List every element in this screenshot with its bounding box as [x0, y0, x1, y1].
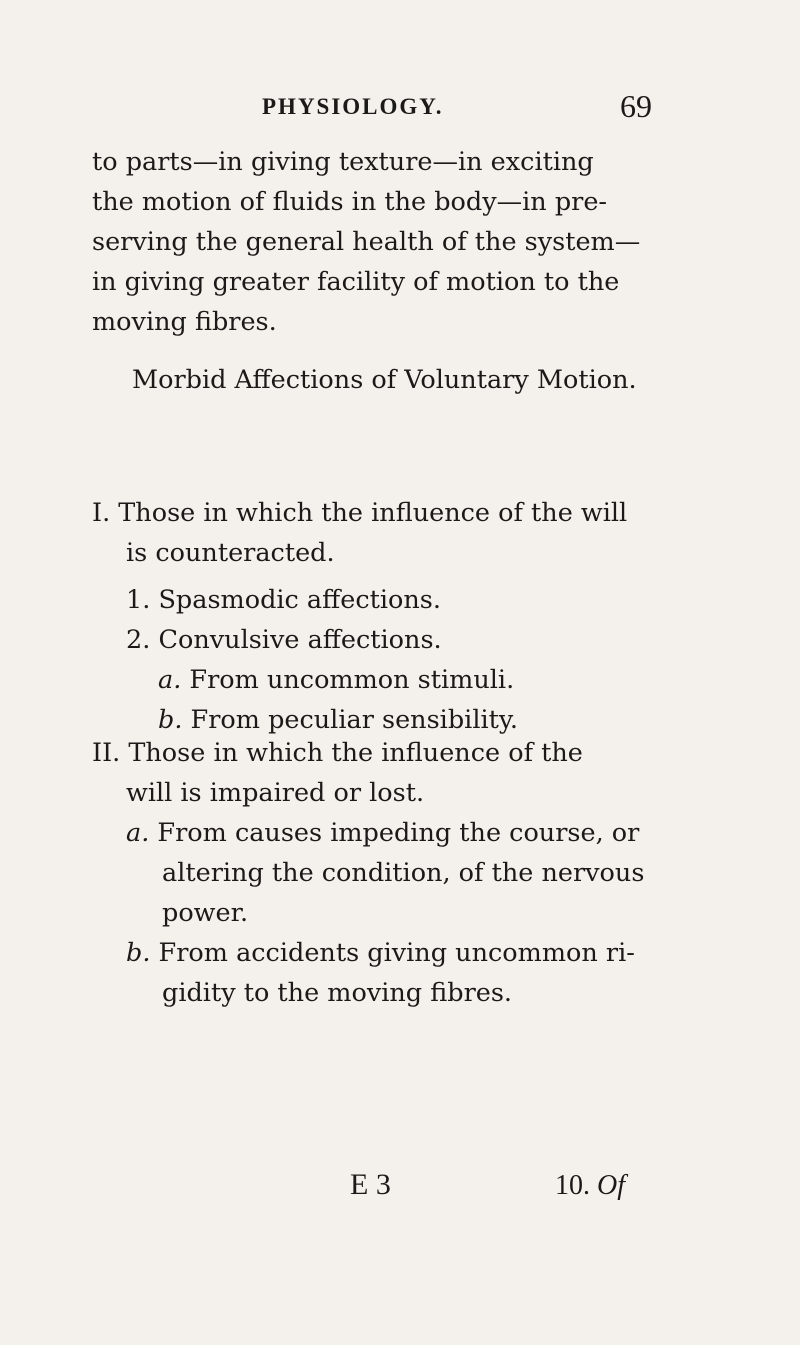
item-number: 1. — [126, 585, 151, 615]
text-line: serving the general health of the system— — [92, 227, 641, 257]
list-subitem — [158, 660, 518, 700]
text-line: the motion of fluids in the body—in pre- — [92, 187, 608, 217]
catchword-number: 10. — [555, 1170, 590, 1201]
catchword — [555, 1170, 625, 1202]
text-line: moving fibres. — [92, 307, 277, 337]
section-heading: Morbid Affections of Voluntary Motion. — [132, 365, 637, 395]
section-two-subitems — [126, 813, 644, 1013]
intro-paragraph — [92, 142, 640, 342]
page-number: 69 — [620, 88, 652, 124]
page-footer — [0, 1168, 800, 1212]
item-number: 2. — [126, 625, 151, 655]
text-line: to parts—in giving texture—in exciting — [92, 147, 594, 177]
subitem-label: a. — [158, 665, 182, 695]
item-text: Convulsive affections. — [158, 625, 442, 655]
subitem-text: From peculiar sensibility. — [190, 705, 519, 735]
subitem-label: a. — [126, 818, 150, 848]
subitem-text: gidity to the moving fibres. — [162, 978, 513, 1008]
section-one-first-line — [92, 493, 627, 533]
section-two-numeral: II. — [92, 738, 121, 768]
subitem-text: From uncommon stimuli. — [189, 665, 515, 695]
subitem-text: From accidents giving uncommon ri- — [158, 938, 635, 968]
page-header — [0, 88, 800, 128]
section-one-numeral: I. — [92, 498, 111, 528]
subitem-text: From causes impeding the course, or — [157, 818, 640, 848]
list-item — [126, 580, 442, 620]
text-line: will is impaired or lost. — [126, 778, 425, 808]
subitem-text: altering the condition, of the nervous — [162, 858, 645, 888]
section-one-items — [126, 580, 442, 660]
section-two — [92, 733, 583, 813]
running-head: PHYSIOLOGY. — [262, 94, 444, 119]
text-line: Those in which the influence of the will — [118, 498, 628, 528]
section-one-subitems — [158, 660, 518, 740]
section-one — [92, 493, 627, 573]
subitem-label: b. — [126, 938, 151, 968]
item-text: Spasmodic affections. — [158, 585, 441, 615]
section-two-first-line — [92, 733, 583, 773]
list-item — [126, 620, 442, 660]
text-line: is counteracted. — [126, 538, 335, 568]
subitem-text: power. — [162, 898, 249, 928]
text-line: in giving greater facility of motion to the — [92, 267, 620, 297]
list-subitem — [126, 933, 644, 973]
catchword-word: Of — [597, 1170, 625, 1201]
subitem-label: b. — [158, 705, 183, 735]
list-subitem — [126, 813, 644, 853]
signature-mark: E 3 — [350, 1168, 391, 1201]
text-line: Those in which the influence of the — [128, 738, 583, 768]
